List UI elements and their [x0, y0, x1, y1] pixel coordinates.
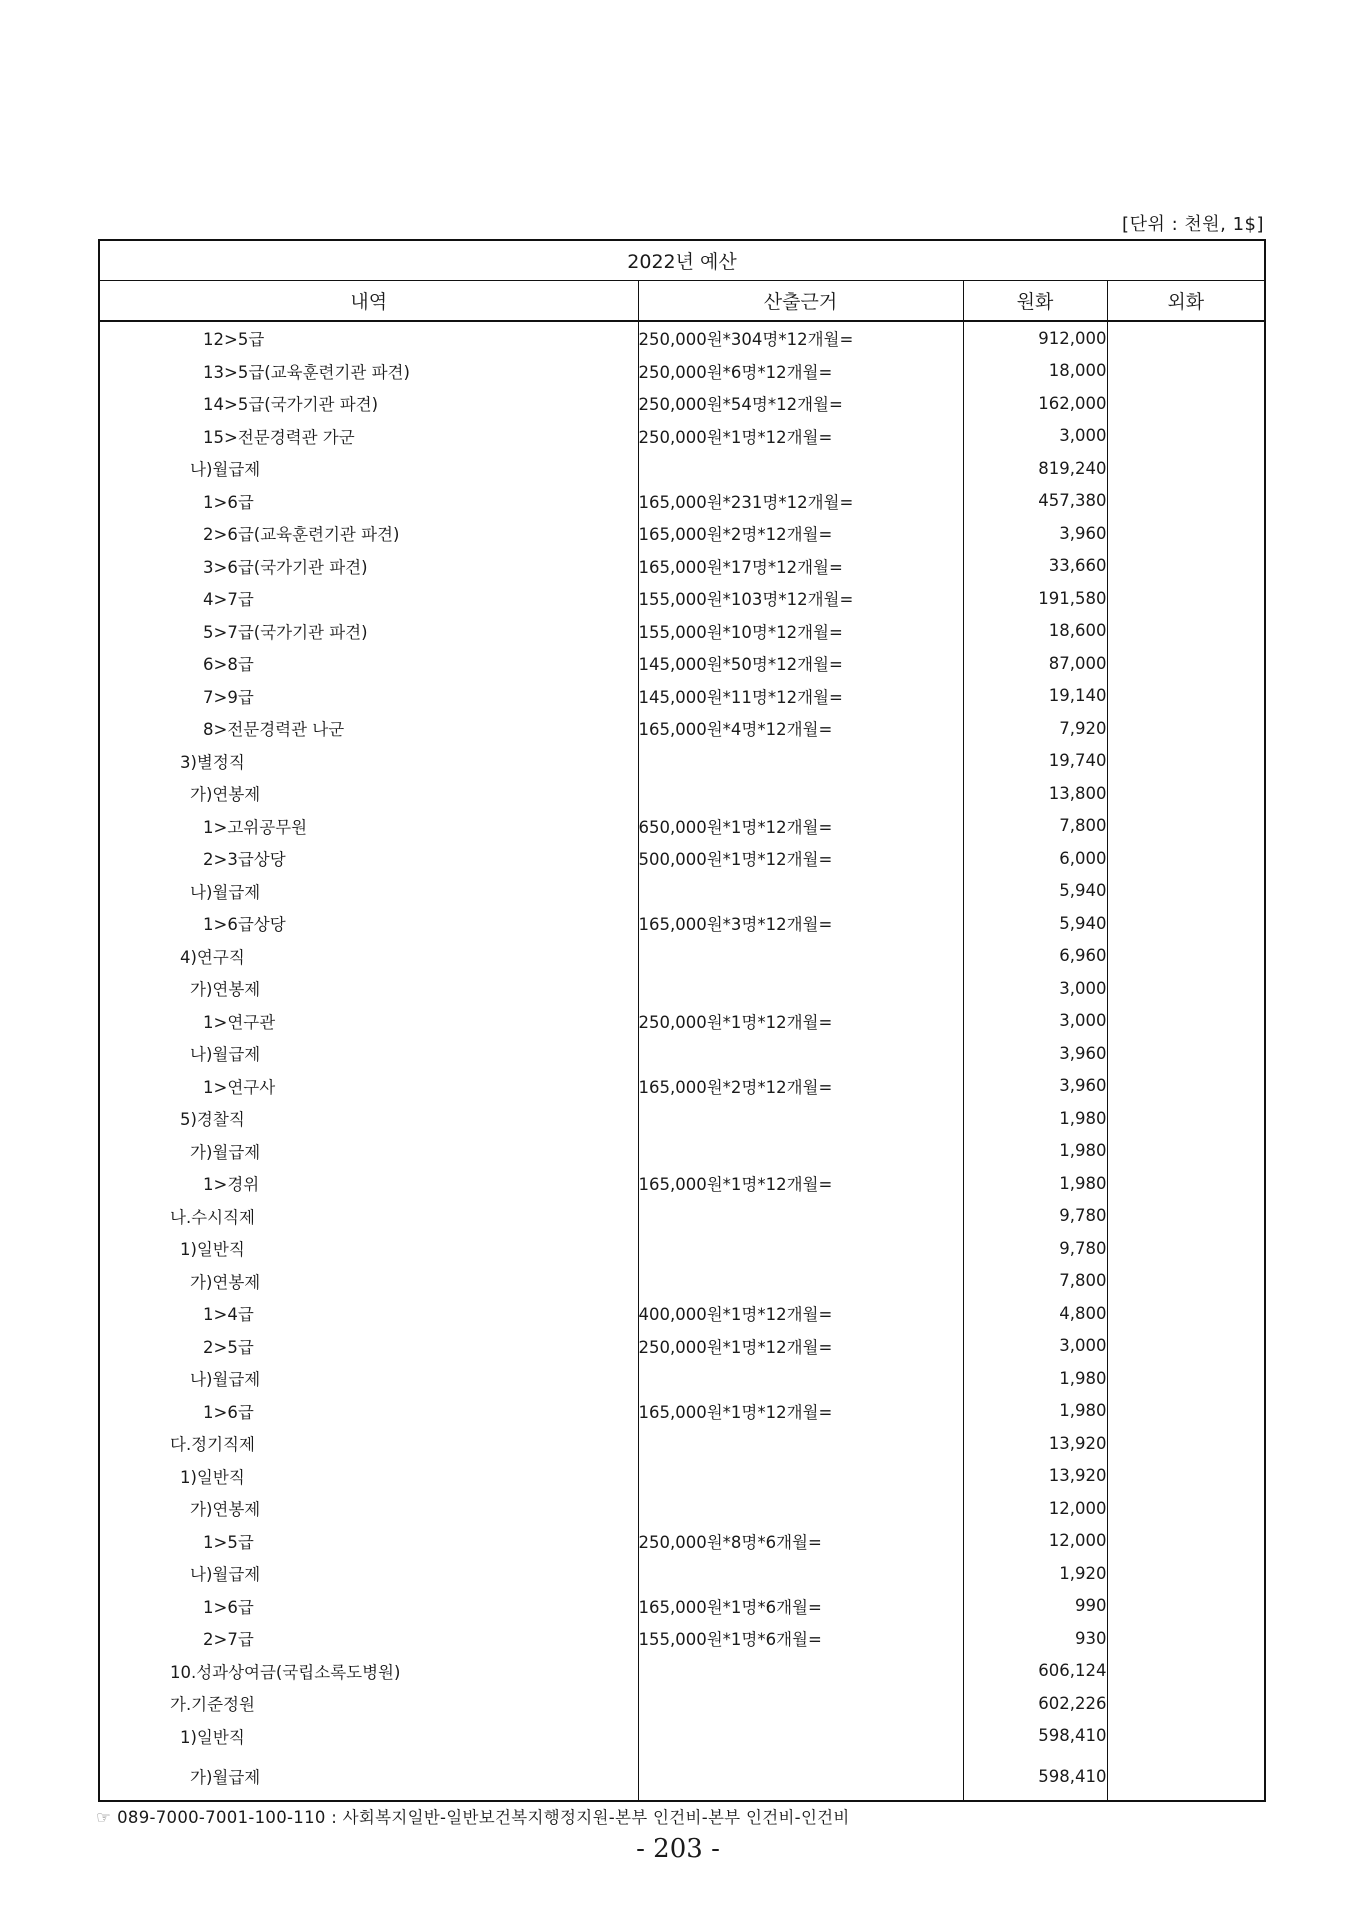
krw-amount-cell: 19,740 [963, 745, 1107, 778]
table-row [99, 1655, 1265, 1688]
table-row [99, 1330, 1265, 1363]
foreign-amount-cell [1107, 972, 1265, 1005]
table-row [99, 420, 1265, 453]
basis-cell [638, 1200, 963, 1233]
item-cell: 가)월급제 [99, 1752, 638, 1801]
foreign-amount-cell [1107, 1427, 1265, 1460]
table-row [99, 1687, 1265, 1720]
basis-cell [638, 1655, 963, 1688]
item-cell: 5)경찰직 [99, 1102, 638, 1135]
table-row [99, 1070, 1265, 1103]
foreign-amount-cell [1107, 1655, 1265, 1688]
basis-cell: 145,000원*50명*12개월= [638, 647, 963, 680]
basis-cell: 250,000원*6명*12개월= [638, 355, 963, 388]
basis-cell [638, 1427, 963, 1460]
basis-cell: 155,000원*103명*12개월= [638, 582, 963, 615]
krw-amount-cell: 7,920 [963, 712, 1107, 745]
column-header-row [99, 281, 1265, 322]
table-row [99, 712, 1265, 745]
table-header [99, 240, 1265, 321]
basis-cell: 165,000원*2명*12개월= [638, 1070, 963, 1103]
basis-cell: 165,000원*231명*12개월= [638, 485, 963, 518]
item-cell: 1>6급 [99, 1590, 638, 1623]
column-header-item: 내역 [99, 281, 638, 322]
basis-cell: 250,000원*54명*12개월= [638, 387, 963, 420]
krw-amount-cell: 162,000 [963, 387, 1107, 420]
basis-cell [638, 777, 963, 810]
item-cell: 나)월급제 [99, 875, 638, 908]
basis-cell [638, 452, 963, 485]
foreign-amount-cell [1107, 1557, 1265, 1590]
table-row [99, 1265, 1265, 1298]
item-cell: 4>7급 [99, 582, 638, 615]
foreign-amount-cell [1107, 1037, 1265, 1070]
foreign-amount-cell [1107, 907, 1265, 940]
item-cell: 1>6급상당 [99, 907, 638, 940]
foreign-amount-cell [1107, 1005, 1265, 1038]
item-cell: 3>6급(국가기관 파견) [99, 550, 638, 583]
table-row [99, 1362, 1265, 1395]
krw-amount-cell: 3,000 [963, 1330, 1107, 1363]
foreign-amount-cell [1107, 1590, 1265, 1623]
foreign-amount-cell [1107, 321, 1265, 355]
basis-cell: 155,000원*10명*12개월= [638, 615, 963, 648]
krw-amount-cell: 3,960 [963, 517, 1107, 550]
item-cell: 가)연봉제 [99, 1265, 638, 1298]
foreign-amount-cell [1107, 485, 1265, 518]
krw-amount-cell: 3,000 [963, 420, 1107, 453]
item-cell: 14>5급(국가기관 파견) [99, 387, 638, 420]
krw-amount-cell: 602,226 [963, 1687, 1107, 1720]
basis-cell: 145,000원*11명*12개월= [638, 680, 963, 713]
column-header-foreign: 외화 [1107, 281, 1265, 322]
basis-cell [638, 745, 963, 778]
basis-cell [638, 1265, 963, 1298]
item-cell: 5>7급(국가기관 파견) [99, 615, 638, 648]
table-title: 2022년 예산 [99, 240, 1265, 281]
item-cell: 나)월급제 [99, 1362, 638, 1395]
table-row [99, 452, 1265, 485]
basis-cell [638, 1232, 963, 1265]
krw-amount-cell: 191,580 [963, 582, 1107, 615]
item-cell: 나)월급제 [99, 1557, 638, 1590]
foreign-amount-cell [1107, 1265, 1265, 1298]
item-cell: 8>전문경력관 나군 [99, 712, 638, 745]
foreign-amount-cell [1107, 680, 1265, 713]
basis-cell: 165,000원*4명*12개월= [638, 712, 963, 745]
table-row [99, 387, 1265, 420]
table-row [99, 647, 1265, 680]
foreign-amount-cell [1107, 1135, 1265, 1168]
krw-amount-cell: 87,000 [963, 647, 1107, 680]
foreign-amount-cell [1107, 1167, 1265, 1200]
krw-amount-cell: 1,980 [963, 1167, 1107, 1200]
table-row [99, 875, 1265, 908]
item-cell: 1>4급 [99, 1297, 638, 1330]
krw-amount-cell: 9,780 [963, 1232, 1107, 1265]
item-cell: 1>연구관 [99, 1005, 638, 1038]
basis-cell: 165,000원*1명*12개월= [638, 1395, 963, 1428]
krw-amount-cell: 13,920 [963, 1460, 1107, 1493]
footnote [96, 1804, 850, 1828]
foreign-amount-cell [1107, 777, 1265, 810]
table-row [99, 1135, 1265, 1168]
krw-amount-cell: 1,920 [963, 1557, 1107, 1590]
krw-amount-cell: 18,600 [963, 615, 1107, 648]
table-row [99, 1232, 1265, 1265]
foreign-amount-cell [1107, 1362, 1265, 1395]
krw-amount-cell: 598,410 [963, 1720, 1107, 1753]
table-row [99, 1590, 1265, 1623]
krw-amount-cell: 5,940 [963, 875, 1107, 908]
foreign-amount-cell [1107, 1752, 1265, 1801]
item-cell: 2>6급(교육훈련기관 파견) [99, 517, 638, 550]
table-row [99, 582, 1265, 615]
item-cell: 1)일반직 [99, 1720, 638, 1753]
krw-amount-cell: 1,980 [963, 1135, 1107, 1168]
basis-cell: 165,000원*3명*12개월= [638, 907, 963, 940]
item-cell: 1>5급 [99, 1525, 638, 1558]
foreign-amount-cell [1107, 875, 1265, 908]
item-cell: 4)연구직 [99, 940, 638, 973]
table-row [99, 1037, 1265, 1070]
foreign-amount-cell [1107, 712, 1265, 745]
basis-cell: 165,000원*1명*6개월= [638, 1590, 963, 1623]
table-row [99, 1720, 1265, 1753]
item-cell: 12>5급 [99, 321, 638, 355]
krw-amount-cell: 1,980 [963, 1395, 1107, 1428]
foreign-amount-cell [1107, 647, 1265, 680]
table-row [99, 1297, 1265, 1330]
item-cell: 2>5급 [99, 1330, 638, 1363]
krw-amount-cell: 6,000 [963, 842, 1107, 875]
basis-cell: 500,000원*1명*12개월= [638, 842, 963, 875]
foreign-amount-cell [1107, 1232, 1265, 1265]
item-cell: 3)별정직 [99, 745, 638, 778]
item-cell: 1>경위 [99, 1167, 638, 1200]
table-row [99, 1102, 1265, 1135]
krw-amount-cell: 1,980 [963, 1362, 1107, 1395]
table-row [99, 777, 1265, 810]
krw-amount-cell: 3,960 [963, 1037, 1107, 1070]
item-cell: 가)월급제 [99, 1135, 638, 1168]
foreign-amount-cell [1107, 550, 1265, 583]
krw-amount-cell: 457,380 [963, 485, 1107, 518]
table-row [99, 615, 1265, 648]
basis-cell [638, 1460, 963, 1493]
krw-amount-cell: 912,000 [963, 321, 1107, 355]
foreign-amount-cell [1107, 1330, 1265, 1363]
foreign-amount-cell [1107, 1525, 1265, 1558]
table-row [99, 355, 1265, 388]
basis-cell: 165,000원*17명*12개월= [638, 550, 963, 583]
foreign-amount-cell [1107, 1395, 1265, 1428]
foreign-amount-cell [1107, 940, 1265, 973]
item-cell: 1)일반직 [99, 1460, 638, 1493]
basis-cell [638, 1037, 963, 1070]
item-cell: 15>전문경력관 가군 [99, 420, 638, 453]
krw-amount-cell: 819,240 [963, 452, 1107, 485]
item-cell: 다.정기직제 [99, 1427, 638, 1460]
foreign-amount-cell [1107, 517, 1265, 550]
basis-cell: 250,000원*8명*6개월= [638, 1525, 963, 1558]
table-row [99, 321, 1265, 355]
table-row [99, 1752, 1265, 1801]
krw-amount-cell: 13,920 [963, 1427, 1107, 1460]
page-number: - 203 - [636, 1834, 720, 1864]
table-row [99, 1395, 1265, 1428]
budget-table [98, 239, 1266, 1802]
item-cell: 1)일반직 [99, 1232, 638, 1265]
krw-amount-cell: 930 [963, 1622, 1107, 1655]
foreign-amount-cell [1107, 615, 1265, 648]
basis-cell [638, 1102, 963, 1135]
foreign-amount-cell [1107, 1460, 1265, 1493]
basis-cell: 250,000원*1명*12개월= [638, 1330, 963, 1363]
basis-cell [638, 1720, 963, 1753]
foreign-amount-cell [1107, 810, 1265, 843]
krw-amount-cell: 7,800 [963, 1265, 1107, 1298]
basis-cell [638, 875, 963, 908]
basis-cell: 250,000원*1명*12개월= [638, 1005, 963, 1038]
item-cell: 6>8급 [99, 647, 638, 680]
table-row [99, 1005, 1265, 1038]
krw-amount-cell: 13,800 [963, 777, 1107, 810]
item-cell: 10.성과상여금(국립소록도병원) [99, 1655, 638, 1688]
foreign-amount-cell [1107, 1720, 1265, 1753]
unit-note: [단위 : 천원, 1$] [1122, 214, 1264, 235]
krw-amount-cell: 3,000 [963, 1005, 1107, 1038]
table-row [99, 1460, 1265, 1493]
krw-amount-cell: 4,800 [963, 1297, 1107, 1330]
table-row [99, 550, 1265, 583]
krw-amount-cell: 598,410 [963, 1752, 1107, 1801]
item-cell: 1>고위공무원 [99, 810, 638, 843]
foreign-amount-cell [1107, 387, 1265, 420]
table-row [99, 1557, 1265, 1590]
basis-cell: 250,000원*1명*12개월= [638, 420, 963, 453]
item-cell: 2>7급 [99, 1622, 638, 1655]
basis-cell [638, 940, 963, 973]
basis-cell [638, 1557, 963, 1590]
krw-amount-cell: 6,960 [963, 940, 1107, 973]
column-header-krw: 원화 [963, 281, 1107, 322]
table-body [99, 321, 1265, 1801]
foreign-amount-cell [1107, 1102, 1265, 1135]
table-row [99, 1200, 1265, 1233]
basis-cell [638, 1135, 963, 1168]
item-cell: 가)연봉제 [99, 777, 638, 810]
item-cell: 1>6급 [99, 1395, 638, 1428]
basis-cell: 155,000원*1명*6개월= [638, 1622, 963, 1655]
table-row [99, 940, 1265, 973]
basis-cell: 165,000원*2명*12개월= [638, 517, 963, 550]
foreign-amount-cell [1107, 842, 1265, 875]
krw-amount-cell: 990 [963, 1590, 1107, 1623]
foreign-amount-cell [1107, 420, 1265, 453]
table-row [99, 842, 1265, 875]
item-cell: 나)월급제 [99, 452, 638, 485]
krw-amount-cell: 33,660 [963, 550, 1107, 583]
foreign-amount-cell [1107, 1492, 1265, 1525]
basis-cell [638, 1362, 963, 1395]
table-row [99, 972, 1265, 1005]
table-row [99, 810, 1265, 843]
foreign-amount-cell [1107, 1297, 1265, 1330]
table-row [99, 745, 1265, 778]
krw-amount-cell: 12,000 [963, 1492, 1107, 1525]
table-row [99, 1525, 1265, 1558]
footnote-text: 089-7000-7001-100-110 : 사회복지일반-일반보건복지행정지원-본부 인건비-본부 인건비-인건비 [117, 1808, 850, 1827]
table-title-row [99, 240, 1265, 281]
basis-cell: 400,000원*1명*12개월= [638, 1297, 963, 1330]
item-cell: 가)연봉제 [99, 972, 638, 1005]
basis-cell: 250,000원*304명*12개월= [638, 321, 963, 355]
krw-amount-cell: 19,140 [963, 680, 1107, 713]
table-row [99, 1167, 1265, 1200]
krw-amount-cell: 7,800 [963, 810, 1107, 843]
item-cell: 1>6급 [99, 485, 638, 518]
table-row [99, 1622, 1265, 1655]
table-row [99, 1427, 1265, 1460]
column-header-basis: 산출근거 [638, 281, 963, 322]
basis-cell [638, 1752, 963, 1801]
item-cell: 2>3급상당 [99, 842, 638, 875]
krw-amount-cell: 5,940 [963, 907, 1107, 940]
basis-cell: 650,000원*1명*12개월= [638, 810, 963, 843]
krw-amount-cell: 9,780 [963, 1200, 1107, 1233]
pointing-hand-icon: ☞ [96, 1808, 112, 1827]
foreign-amount-cell [1107, 355, 1265, 388]
table-row [99, 485, 1265, 518]
table-row [99, 680, 1265, 713]
krw-amount-cell: 3,000 [963, 972, 1107, 1005]
item-cell: 나)월급제 [99, 1037, 638, 1070]
foreign-amount-cell [1107, 452, 1265, 485]
item-cell: 13>5급(교육훈련기관 파견) [99, 355, 638, 388]
item-cell: 나.수시직제 [99, 1200, 638, 1233]
basis-cell: 165,000원*1명*12개월= [638, 1167, 963, 1200]
krw-amount-cell: 12,000 [963, 1525, 1107, 1558]
table-row [99, 1492, 1265, 1525]
foreign-amount-cell [1107, 1622, 1265, 1655]
basis-cell [638, 972, 963, 1005]
item-cell: 가.기준정원 [99, 1687, 638, 1720]
item-cell: 1>연구사 [99, 1070, 638, 1103]
table-row [99, 517, 1265, 550]
basis-cell [638, 1687, 963, 1720]
foreign-amount-cell [1107, 1687, 1265, 1720]
basis-cell [638, 1492, 963, 1525]
krw-amount-cell: 18,000 [963, 355, 1107, 388]
foreign-amount-cell [1107, 1200, 1265, 1233]
krw-amount-cell: 1,980 [963, 1102, 1107, 1135]
item-cell: 7>9급 [99, 680, 638, 713]
krw-amount-cell: 3,960 [963, 1070, 1107, 1103]
krw-amount-cell: 606,124 [963, 1655, 1107, 1688]
item-cell: 가)연봉제 [99, 1492, 638, 1525]
foreign-amount-cell [1107, 745, 1265, 778]
foreign-amount-cell [1107, 582, 1265, 615]
foreign-amount-cell [1107, 1070, 1265, 1103]
table-row [99, 907, 1265, 940]
